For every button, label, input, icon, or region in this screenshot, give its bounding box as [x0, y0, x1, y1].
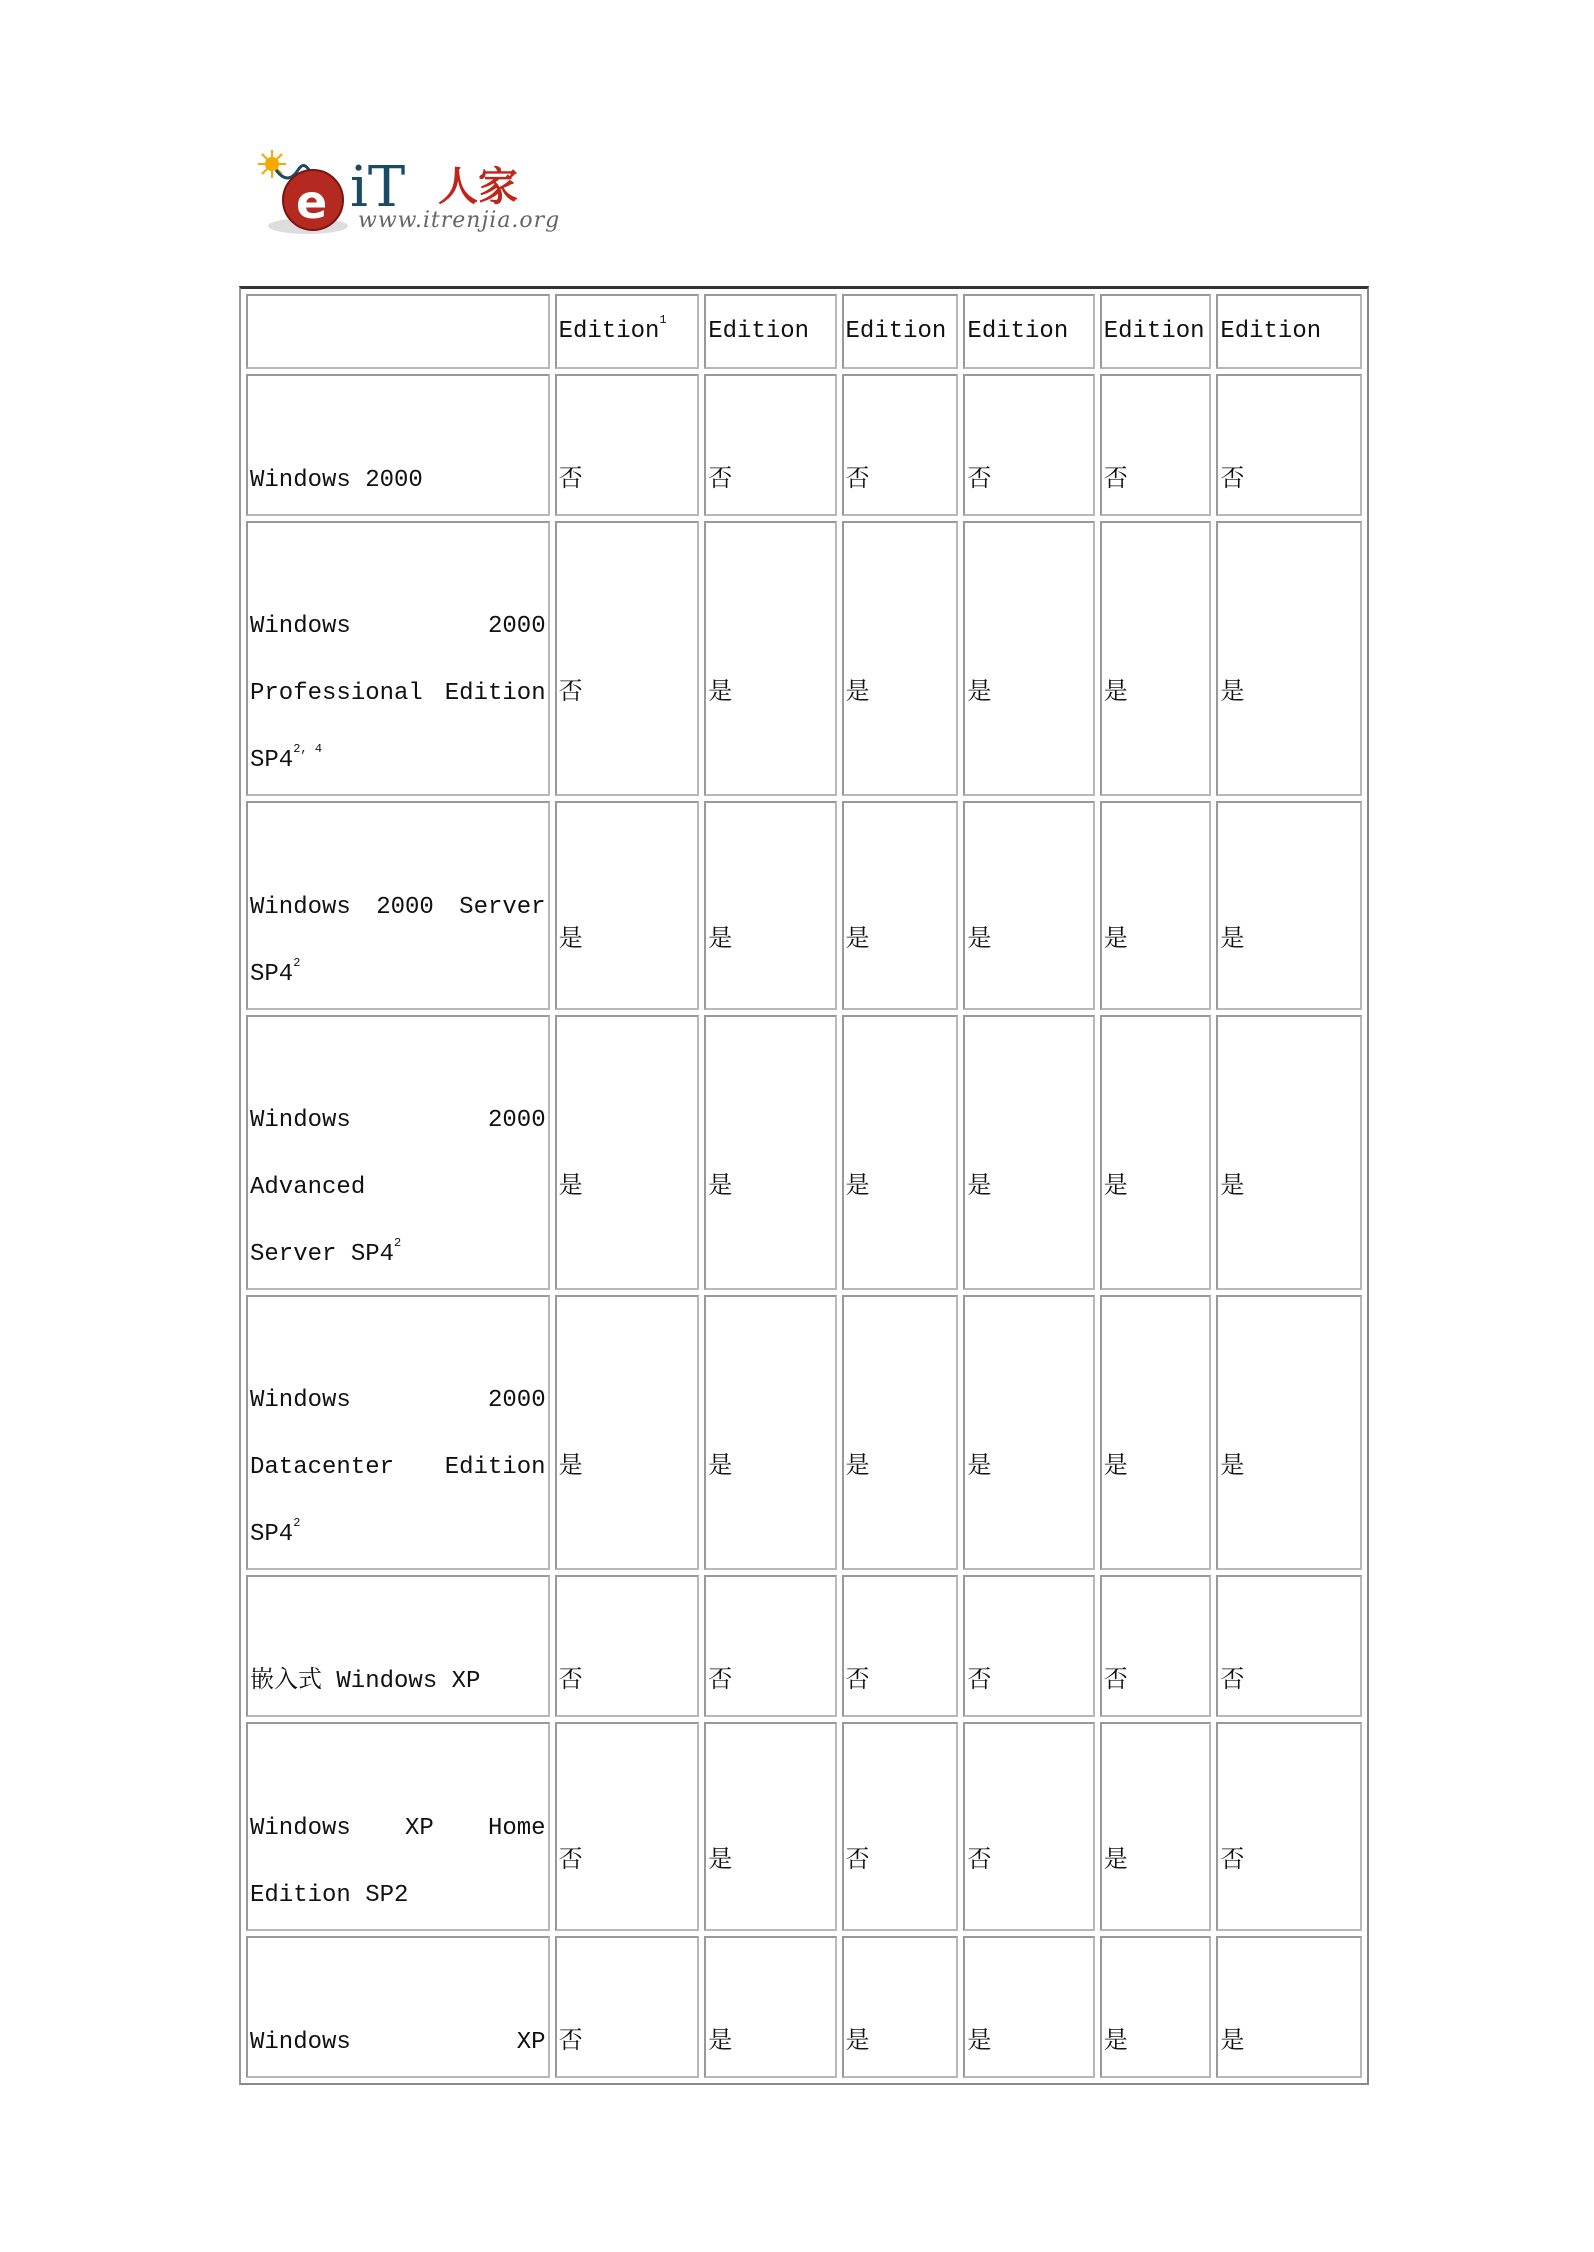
support-value: 是	[1220, 1174, 1245, 1201]
support-value: 否	[558, 1848, 583, 1875]
table-row	[246, 1295, 1362, 1570]
header-label: Edition	[708, 318, 810, 345]
os-name-line	[250, 2009, 546, 2076]
support-cell	[555, 801, 700, 1010]
header-label: Edition	[845, 318, 947, 345]
table-row	[246, 1936, 1362, 2078]
table-row	[246, 1722, 1362, 1931]
os-name-line	[250, 1501, 546, 1568]
support-value: 是	[845, 1454, 870, 1481]
logo-url: www.itrenjia.org	[358, 208, 561, 233]
os-name-line	[250, 1367, 546, 1434]
support-cell	[963, 1015, 1094, 1290]
support-cell	[704, 801, 836, 1010]
os-name-cell	[246, 1936, 550, 2078]
support-cell	[842, 1015, 959, 1290]
os-name-line	[250, 660, 546, 727]
support-cell	[555, 1295, 700, 1570]
os-name-line	[250, 1434, 546, 1501]
support-cell	[1216, 1722, 1362, 1931]
support-value: 是	[708, 1174, 733, 1201]
support-value: 是	[708, 1848, 733, 1875]
support-value: 否	[1103, 466, 1128, 494]
header-cell	[1100, 294, 1212, 369]
support-cell	[1100, 374, 1212, 516]
os-name-text: Edition SP2	[250, 1881, 409, 1909]
os-name-text: SP4	[250, 960, 294, 988]
support-value: 否	[558, 466, 583, 494]
support-value: 是	[1220, 2028, 1245, 2056]
footnote-marker: 2	[394, 1236, 402, 1250]
support-cell	[555, 1936, 700, 2078]
support-value: 否	[708, 1667, 733, 1695]
header-cell	[704, 294, 836, 369]
os-name-text: Windows 2000	[250, 466, 423, 494]
support-value: 否	[1103, 1667, 1128, 1695]
support-cell	[704, 1295, 836, 1570]
support-cell	[1100, 1722, 1212, 1931]
os-name-text: Windows XP Home	[250, 1814, 546, 1842]
support-cell	[1216, 1575, 1362, 1717]
support-cell	[555, 374, 700, 516]
support-cell	[842, 374, 959, 516]
os-name-line	[250, 1087, 546, 1221]
support-value: 否	[967, 1848, 992, 1875]
support-cell	[704, 1575, 836, 1717]
support-cell	[704, 1722, 836, 1931]
support-cell	[963, 521, 1094, 796]
support-value: 否	[558, 2028, 583, 2056]
os-name-text: Windows 2000	[250, 1387, 546, 1414]
support-value: 是	[1103, 1454, 1128, 1481]
support-cell	[842, 801, 959, 1010]
os-name-text: Windows 2000	[250, 613, 546, 640]
support-value: 否	[708, 466, 733, 494]
support-cell	[704, 1015, 836, 1290]
support-cell	[555, 1575, 700, 1717]
support-value: 是	[1103, 1174, 1128, 1201]
support-value: 是	[1103, 927, 1128, 954]
support-cell	[555, 1722, 700, 1931]
os-name-text: Server SP4	[250, 1241, 395, 1268]
support-value: 否	[845, 1848, 870, 1875]
support-cell	[842, 1575, 959, 1717]
header-label: Edition	[967, 318, 1069, 345]
support-cell	[1100, 1295, 1212, 1570]
table-row	[246, 1015, 1362, 1290]
support-value: 是	[967, 680, 992, 707]
os-name-text: SP4	[250, 747, 294, 774]
support-value: 否	[967, 466, 992, 494]
support-cell	[704, 374, 836, 516]
os-name-text: Professional Edition	[250, 680, 546, 707]
os-name-text: SP4	[250, 1521, 294, 1548]
support-cell	[555, 1015, 700, 1290]
footnote-marker: 2, 4	[293, 742, 323, 756]
os-name-cell	[246, 1722, 550, 1931]
os-name-text: Windows 2000 Server	[250, 893, 546, 921]
support-cell	[963, 374, 1094, 516]
table-row	[246, 801, 1362, 1010]
support-cell	[1100, 1936, 1212, 2078]
os-name-text: Datacenter Edition	[250, 1454, 546, 1481]
os-name-line	[250, 1862, 546, 1929]
support-value: 是	[708, 1454, 733, 1481]
support-value: 是	[1103, 680, 1128, 707]
footnote-marker: 2	[293, 955, 301, 970]
support-cell	[1216, 374, 1362, 516]
support-cell	[1216, 521, 1362, 796]
support-value: 是	[708, 680, 733, 707]
support-value: 否	[558, 680, 583, 707]
support-cell	[704, 1936, 836, 2078]
support-value: 是	[1103, 2028, 1128, 2056]
os-name-line	[250, 1795, 546, 1862]
support-cell	[1100, 1575, 1212, 1717]
support-value: 是	[967, 1454, 992, 1481]
support-value: 否	[845, 466, 870, 494]
header-cell	[1216, 294, 1362, 369]
support-cell	[1100, 801, 1212, 1010]
header-row	[246, 294, 1362, 369]
header-cell	[842, 294, 959, 369]
support-cell	[1216, 1936, 1362, 2078]
support-cell	[963, 1722, 1094, 1931]
support-value: 是	[558, 1174, 583, 1201]
support-value: 是	[1220, 680, 1245, 707]
support-value: 是	[967, 2028, 992, 2056]
support-cell	[963, 801, 1094, 1010]
support-cell	[842, 1936, 959, 2078]
support-cell	[963, 1936, 1094, 2078]
support-value: 否	[1220, 1667, 1245, 1695]
support-value: 否	[1220, 466, 1245, 494]
compatibility-table	[239, 286, 1369, 2085]
support-value: 是	[708, 927, 733, 954]
table-row	[246, 1575, 1362, 1717]
os-name-text: Windows 2000 Advanced	[250, 1107, 546, 1201]
os-name-cell	[246, 801, 550, 1010]
support-cell	[1216, 1295, 1362, 1570]
os-name-line	[250, 447, 546, 514]
support-value: 否	[845, 1667, 870, 1695]
header-cell	[246, 294, 550, 369]
support-cell	[1216, 1015, 1362, 1290]
support-cell	[963, 1295, 1094, 1570]
os-name-text: Windows XP	[250, 2028, 546, 2056]
support-value: 是	[845, 2028, 870, 2056]
os-name-line	[250, 874, 546, 941]
support-value: 否	[967, 1667, 992, 1695]
support-cell	[1100, 1015, 1212, 1290]
os-name-line	[250, 593, 546, 660]
support-cell	[555, 521, 700, 796]
support-value: 是	[845, 680, 870, 707]
support-value: 是	[967, 927, 992, 954]
support-cell	[842, 521, 959, 796]
support-value: 是	[558, 927, 583, 954]
support-value: 否	[1220, 1848, 1245, 1875]
os-name-line	[250, 1648, 546, 1715]
support-value: 是	[845, 927, 870, 954]
os-name-cell	[246, 1015, 550, 1290]
site-logo	[258, 148, 588, 243]
header-cell	[963, 294, 1094, 369]
os-name-line	[250, 727, 546, 794]
header-label: Edition	[1103, 318, 1205, 345]
support-value: 是	[967, 1174, 992, 1201]
support-cell	[704, 521, 836, 796]
support-value: 否	[558, 1667, 583, 1695]
support-cell	[842, 1295, 959, 1570]
os-name-cell	[246, 1575, 550, 1717]
table-row	[246, 374, 1362, 516]
header-label: Edition	[558, 318, 660, 345]
support-cell	[842, 1722, 959, 1931]
os-name-text: 嵌入式 Windows XP	[250, 1667, 481, 1695]
os-name-line	[250, 1221, 546, 1288]
support-value: 是	[558, 1454, 583, 1481]
os-name-cell	[246, 1295, 550, 1570]
os-name-cell	[246, 374, 550, 516]
support-value: 是	[1220, 927, 1245, 954]
svg-text:e: e	[296, 175, 328, 229]
support-cell	[963, 1575, 1094, 1717]
table-row	[246, 521, 1362, 796]
support-value: 是	[1220, 1454, 1245, 1481]
header-label: Edition	[1220, 318, 1322, 345]
header-cell	[555, 294, 700, 369]
os-name-line	[250, 941, 546, 1008]
footnote-marker: 1	[659, 313, 667, 327]
footnote-marker: 2	[293, 1516, 301, 1530]
svg-text:人家: 人家	[438, 164, 518, 210]
support-value: 是	[1103, 1848, 1128, 1875]
support-cell	[1100, 521, 1212, 796]
svg-text:iT: iT	[350, 155, 406, 220]
os-name-cell	[246, 521, 550, 796]
support-value: 是	[708, 2028, 733, 2056]
support-value: 是	[845, 1174, 870, 1201]
support-cell	[1216, 801, 1362, 1010]
